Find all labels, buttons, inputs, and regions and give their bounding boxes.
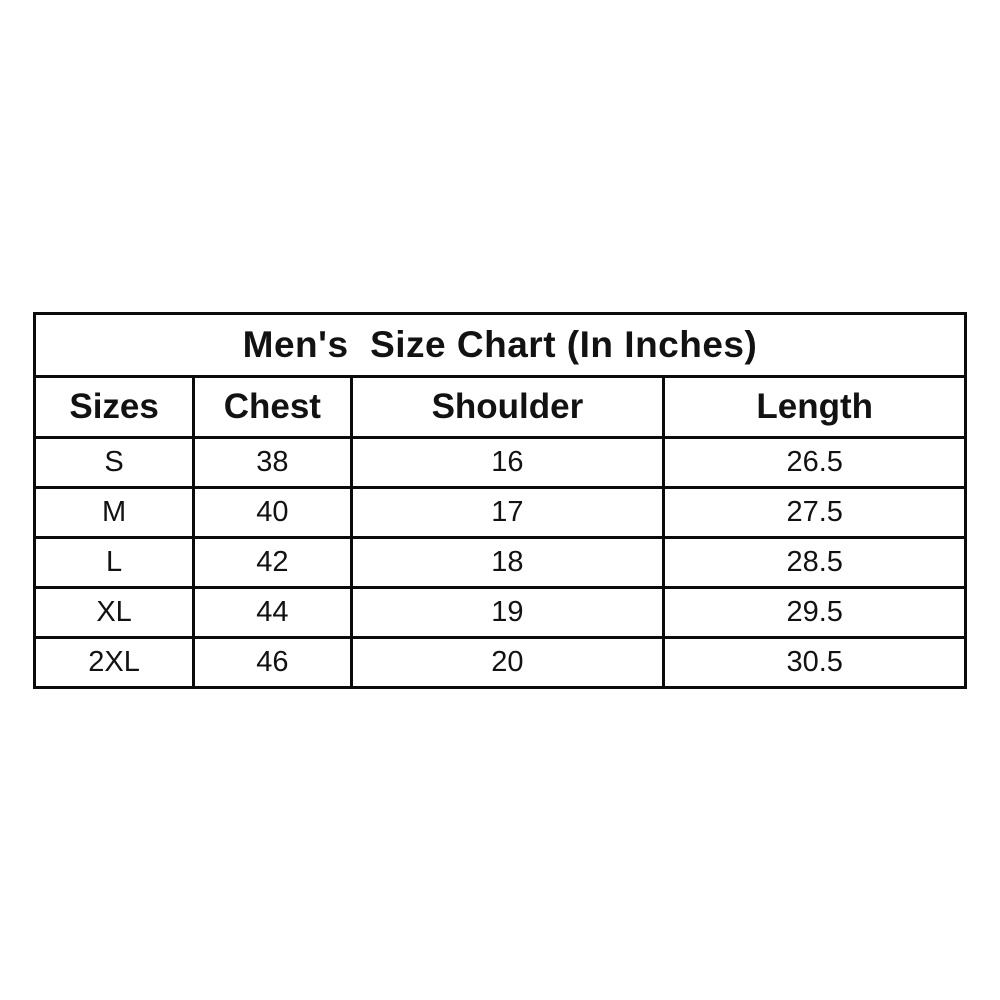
size-value: XL <box>35 588 194 638</box>
chest-value: 44 <box>194 588 351 638</box>
title-row <box>35 314 966 377</box>
size-chart-table <box>33 312 967 689</box>
table-row <box>35 488 966 538</box>
chest-value: 46 <box>194 638 351 688</box>
size-value: M <box>35 488 194 538</box>
shoulder-value: 18 <box>351 538 664 588</box>
table-title: Men's Size Chart (In Inches) <box>35 314 966 377</box>
chest-value: 40 <box>194 488 351 538</box>
length-value: 30.5 <box>664 638 966 688</box>
size-value: 2XL <box>35 638 194 688</box>
length-value: 27.5 <box>664 488 966 538</box>
column-header-chest: Chest <box>194 377 351 438</box>
column-header-length: Length <box>664 377 966 438</box>
length-value: 28.5 <box>664 538 966 588</box>
table-row <box>35 538 966 588</box>
size-value: L <box>35 538 194 588</box>
length-value: 26.5 <box>664 438 966 488</box>
shoulder-value: 20 <box>351 638 664 688</box>
table-row <box>35 588 966 638</box>
column-header-sizes: Sizes <box>35 377 194 438</box>
shoulder-value: 17 <box>351 488 664 538</box>
column-header-shoulder: Shoulder <box>351 377 664 438</box>
size-value: S <box>35 438 194 488</box>
table-row <box>35 638 966 688</box>
shoulder-value: 19 <box>351 588 664 638</box>
shoulder-value: 16 <box>351 438 664 488</box>
length-value: 29.5 <box>664 588 966 638</box>
chest-value: 38 <box>194 438 351 488</box>
header-row <box>35 377 966 438</box>
table-row <box>35 438 966 488</box>
chest-value: 42 <box>194 538 351 588</box>
